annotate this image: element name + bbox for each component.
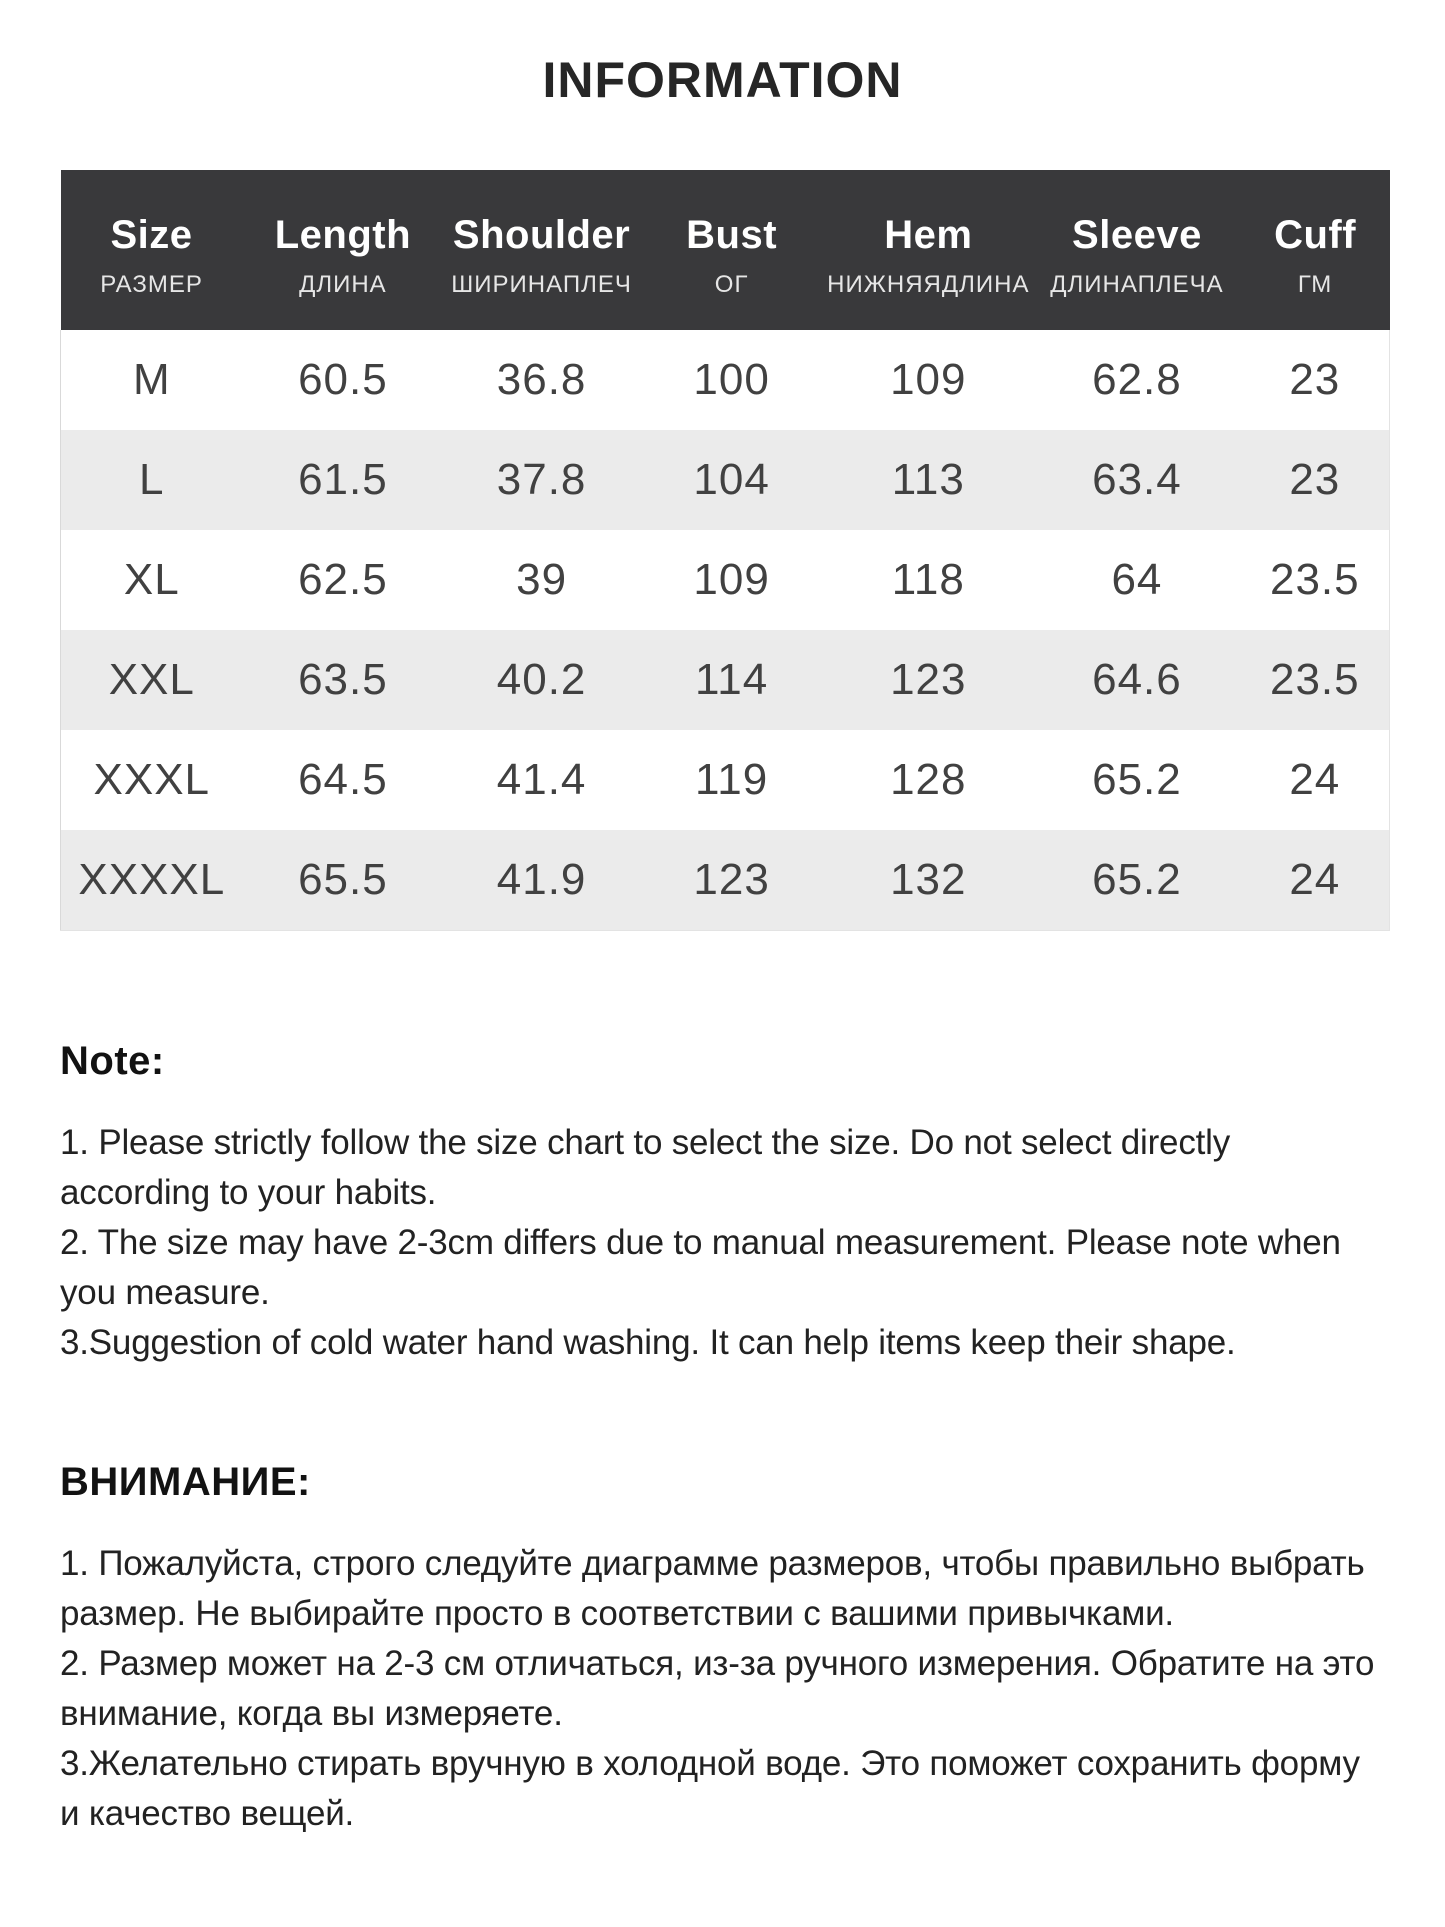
col-header-length [243,170,444,330]
cell-length: 65.5 [243,830,444,930]
attention-item-2: 2. Размер может на 2-3 см отличаться, из-за ручного измерения. Обратите на это внимание, когда вы измеряете. [60,1643,1375,1733]
col-header-shoulder [443,170,640,330]
table-row-m [61,330,1390,430]
cell-bust: 119 [695,755,769,804]
cell-length: 64.5 [298,755,388,804]
col-header-bust [640,170,823,330]
page-title: INFORMATION [542,52,903,108]
table-row-xxxl [61,730,1390,830]
cell-shoulder: 40.2 [496,655,587,704]
attention-item-1: 1. Пожалуйста, строго следуйте диаграмме размеров, чтобы правильно выбрать размер. Не выбирайте просто в соответствии с вашими привычками. [60,1543,1365,1633]
col-header-hem-en: Hem [884,213,973,257]
cell-hem: 118 [891,555,965,604]
col-header-cuff-ru: ГМ [1297,271,1333,298]
cell-size: XXL [61,630,243,730]
cell-sleeve: 64.6 [1092,655,1182,704]
col-header-cuff-en: Cuff [1274,213,1357,257]
col-header-length-ru: ДЛИНА [299,271,387,298]
cell-size: XL [61,530,243,630]
cell-shoulder: 41.9 [443,830,640,930]
attention-body [60,1539,1387,1839]
notes-section [60,1039,1387,1839]
col-header-cuff [1241,170,1390,330]
cell-shoulder: 39 [516,555,568,604]
table-row-xxl [61,630,1390,730]
cell-size: XXXXL [61,830,243,930]
cell-hem: 109 [890,355,967,404]
cell-bust: 104 [693,455,770,504]
cell-sleeve: 63.4 [1092,455,1182,504]
cell-cuff: 24 [1241,830,1390,930]
table-header-row [61,170,1390,330]
table-row-xl [61,530,1390,630]
col-header-shoulder-en: Shoulder [452,213,631,257]
table-row-xxxxl [61,830,1390,930]
cell-sleeve: 65.2 [1092,755,1182,804]
col-header-size [61,170,243,330]
cell-size: XXXL [61,730,243,830]
attention-item-3: 3.Желательно стирать вручную в холодной воде. Это поможет сохранить форму и качество вещей. [60,1743,1360,1833]
note-item-1: 1. Please strictly follow the size chart to select the size. Do not select directly according to your habits. [60,1122,1231,1212]
cell-hem: 128 [890,755,967,804]
cell-size: M [61,330,243,430]
col-header-sleeve [1033,170,1240,330]
cell-sleeve: 64 [1111,555,1163,604]
cell-hem: 132 [823,830,1033,930]
col-header-length-en: Length [274,213,412,257]
cell-cuff: 23.5 [1241,630,1390,730]
size-table [60,170,1390,931]
cell-shoulder: 36.8 [496,355,587,404]
note-item-3: 3.Suggestion of cold water hand washing. It can help items keep their shape. [60,1322,1236,1362]
cell-bust: 100 [693,355,770,404]
col-header-hem-ru: НИЖНЯЯДЛИНА [827,271,1030,298]
table-row-l [61,430,1390,530]
cell-sleeve: 62.8 [1092,355,1182,404]
note-body [60,1118,1387,1368]
cell-cuff: 23 [1241,430,1390,530]
col-header-hem [823,170,1033,330]
cell-length: 60.5 [298,355,388,404]
col-header-bust-ru: ОГ [714,271,749,298]
cell-cuff: 24 [1241,730,1390,830]
cell-sleeve: 65.2 [1033,830,1240,930]
note-heading: Note: [60,1038,165,1083]
cell-length: 62.5 [298,555,388,604]
cell-shoulder: 37.8 [496,455,587,504]
cell-cuff: 23.5 [1241,530,1390,630]
col-header-bust-en: Bust [686,213,778,257]
col-header-size-en: Size [110,213,193,257]
cell-shoulder: 41.4 [496,755,587,804]
cell-hem: 113 [891,455,965,504]
size-table-wrapper [60,170,1390,931]
cell-bust: 123 [640,830,823,930]
cell-cuff: 23 [1241,330,1390,430]
col-header-shoulder-ru: ШИРИНАПЛЕЧ [451,271,632,298]
attention-heading: ВНИМАНИЕ: [60,1459,311,1504]
cell-length: 61.5 [298,455,388,504]
cell-length: 63.5 [298,655,388,704]
cell-bust: 114 [695,655,769,704]
cell-hem: 123 [890,655,967,704]
cell-bust: 109 [693,555,770,604]
cell-size: L [61,430,243,530]
col-header-sleeve-en: Sleeve [1072,213,1202,257]
col-header-sleeve-ru: ДЛИНАПЛЕЧА [1050,271,1224,298]
col-header-size-ru: РАЗМЕР [100,271,203,298]
note-item-2: 2. The size may have 2-3cm differs due to manual measurement. Please note when you measure. [60,1222,1341,1312]
